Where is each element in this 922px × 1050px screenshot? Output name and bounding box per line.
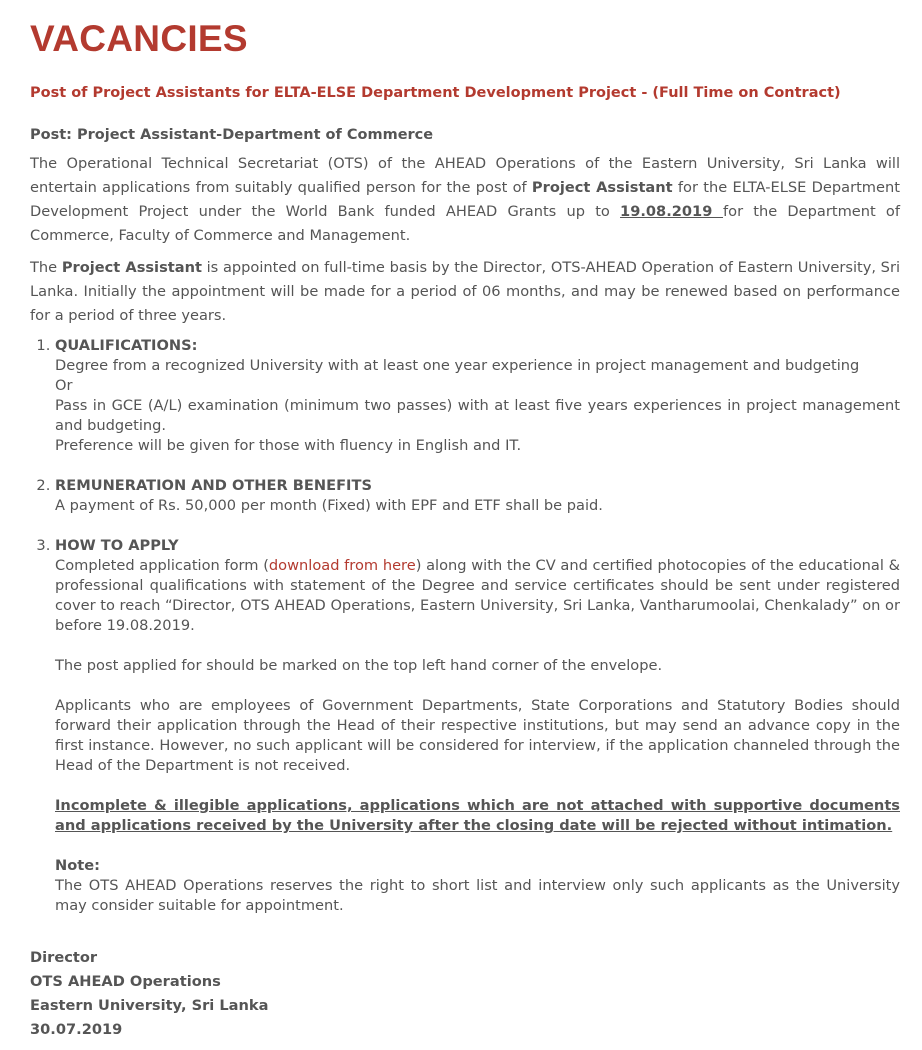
apply-text-b: ) along with the CV and certified photocopies of the educational & professional qualifications with statement of the Degree and service certificates should be sent under registered cover to reach “Director, OTS AHEAD Operations, Eastern University, Sri Lanka, Vantharumoolai, Chenkalady” on or before 19.08.2019. [55, 557, 900, 634]
apply-text-a: Completed application form ( [55, 557, 269, 574]
qualification-line: Degree from a recognized University with at least one year experience in project management and budgeting [55, 357, 860, 374]
intro-text-d: for the Department of Commerce, Faculty of Commerce and Management. [30, 203, 901, 244]
appointment-text-c: is appointed on full-time basis by the Director, OTS-AHEAD Operation of Eastern University, Sri Lanka. Initially the appointment will be made for a period of 06 months, and may be renewed based on performance for a period of three years. [30, 259, 900, 324]
note-text: The OTS AHEAD Operations reserves the right to short list and interview only such applicants as the University may consider suitable for appointment. [55, 877, 900, 914]
qualification-or: Or [55, 377, 73, 394]
qualification-line: Pass in GCE (A/L) examination (minimum two passes) with at least five years experiences in project management and budgeting. [55, 397, 900, 434]
intro-text-c: for the ELTA-ELSE Department Development Project under the World Bank funded AHEAD Grants up to [30, 179, 900, 220]
signature-date: 30.07.2019 [30, 1021, 123, 1038]
section-how-to-apply [55, 536, 900, 916]
signature-block [30, 946, 900, 1042]
signature-university: Eastern University, Sri Lanka [30, 997, 269, 1014]
spacer [55, 836, 900, 856]
spacer [55, 676, 900, 696]
intro-paragraph [30, 152, 900, 248]
envelope-instruction: The post applied for should be marked on the top left hand corner of the envelope. [55, 657, 663, 674]
intro-post-name: Project Assistant [531, 179, 673, 196]
appointment-post-name: Project Assistant [61, 259, 202, 276]
page-title: VACANCIES [30, 18, 248, 59]
qualification-preference: Preference will be given for those with fluency in English and IT. [55, 437, 522, 454]
vacancy-sections-list [30, 336, 900, 916]
government-employees-instruction: Applicants who are employees of Government Departments, State Corporations and Statutory Bodies should forward their application through the Head of their respective institutions, but may send an advance copy in the first instance. However, no such applicant will be considered for interview, if the application channeled through the Head of the Department is not received. [55, 697, 900, 774]
post-title: Post: Project Assistant-Department of Commerce [30, 127, 434, 143]
signature-title: Director [30, 949, 98, 966]
rejection-warning: Incomplete & illegible applications, applications which are not attached with supportive documents and applications received by the University after the closing date will be rejected without intimation. [55, 797, 900, 834]
intro-text-a: The Operational Technical Secretariat (OTS) of the AHEAD Operations of the Eastern University, Sri Lanka will entertain applications from suitably qualified person for the post of [30, 155, 900, 196]
appointment-paragraph [30, 256, 900, 328]
section-heading: 2. REMUNERATION AND OTHER BENEFITS [55, 477, 372, 494]
spacer [55, 636, 900, 656]
apply-instructions [55, 556, 900, 636]
spacer [55, 776, 900, 796]
note-heading: Note: [55, 857, 100, 874]
section-heading: 3. HOW TO APPLY [55, 537, 179, 554]
appointment-text-a: The [30, 259, 62, 276]
download-form-link[interactable]: download from here [268, 557, 416, 574]
section-remuneration [55, 476, 900, 516]
section-heading: 1. QUALIFICATIONS: [55, 337, 198, 354]
remuneration-text: A payment of Rs. 50,000 per month (Fixed) with EPF and ETF shall be paid. [55, 497, 603, 514]
signature-office: OTS AHEAD Operations [30, 973, 221, 990]
vacancy-subtitle: Post of Project Assistants for ELTA-ELSE Department Development Project - (Full Time on Contract) [30, 85, 841, 101]
section-qualifications [55, 336, 900, 456]
closing-date: 19.08.2019 [620, 203, 724, 220]
